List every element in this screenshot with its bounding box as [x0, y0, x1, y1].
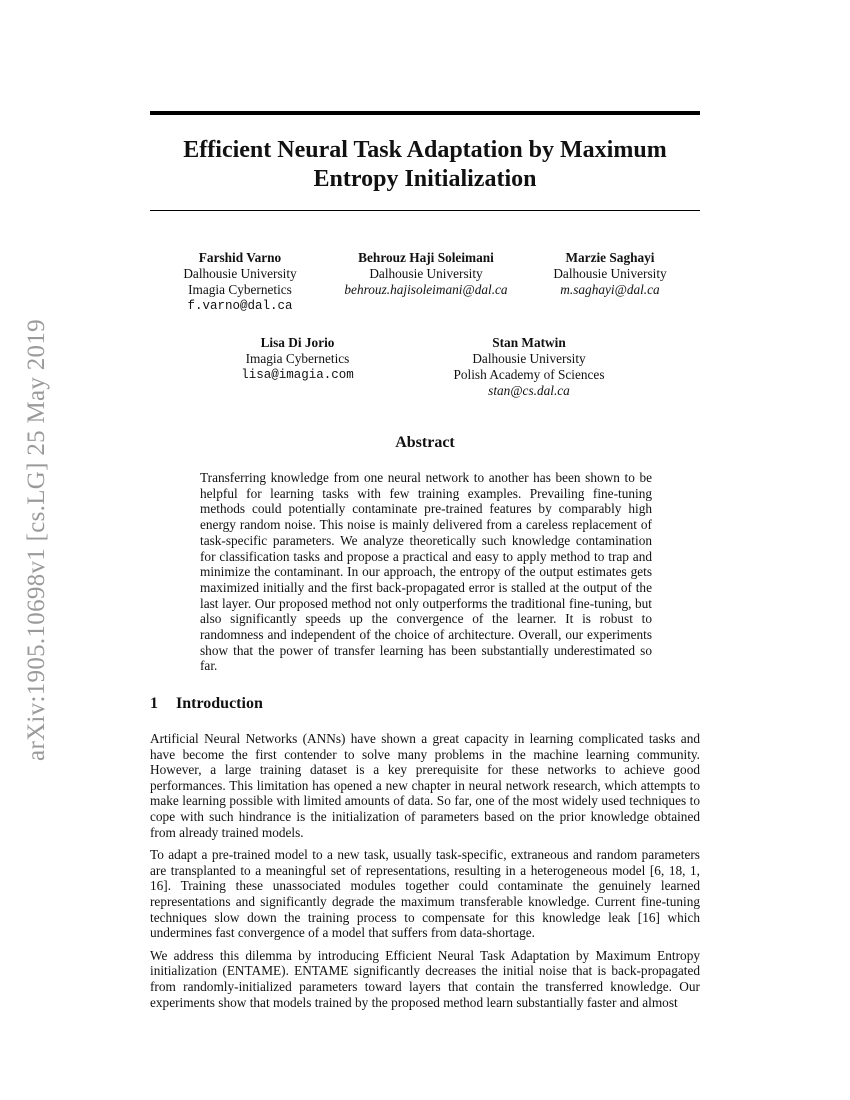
abstract-heading: Abstract — [395, 434, 455, 451]
abstract-text: Transferring knowledge from one neural network to another has been shown to be helpful for learning tasks with few training examples. Prevailing fine-tuning methods could potentially contaminate pre-trained features by comparably high energy random noise. This noise is mainly delivered from a careless replacement of task-specific parameters. We analyze theoretically such knowledge contamination for classification tasks and propose a practical and easy to apply method to trap and minimize the contaminant. In our approach, the entropy of the output estimates gets maximized initially and the first back-propagated error is stalled at the output of the last layer. Our proposed method not only outperforms the traditional fine-tuning, but also significantly speeds up the convergence of the learner. It is robust to randomness and independent of the choice of architecture. Overall, our experiments show that the power of transfer learning has been substantially underestimated so far. — [200, 470, 652, 674]
author-name: Lisa Di Jorio — [260, 335, 335, 350]
section-number: 1 — [150, 695, 158, 712]
paragraph: To adapt a pre-trained model to a new task, usually task-specific, extraneous and random parameters are transplanted to a meaningful set of representations, resulting in a heterogeneous model [6, 18, 1, 16]. Training these unassociated modules together could contaminate the genuinely learned representations and significantly degrade the maximum transferable knowledge. Current fine-tuning techniques slow down the training process to compensate for this knowledge leak [16] which undermines fast convergence of a model that suffers from data-shortage. — [150, 847, 700, 941]
author-email: m.saghayi@dal.ca — [560, 282, 660, 297]
section-heading — [150, 695, 263, 713]
author-affiliation: Imagia Cybernetics — [245, 351, 350, 366]
title-bottom-rule — [150, 210, 700, 211]
author-block-1 — [170, 250, 310, 314]
author-affiliation: Imagia Cybernetics — [188, 282, 292, 297]
author-affiliation: Dalhousie University — [472, 351, 586, 366]
author-name: Stan Matwin — [492, 335, 566, 350]
author-affiliation: Dalhousie University — [183, 266, 297, 281]
author-email: behrouz.hajisoleimani@dal.ca — [344, 282, 508, 297]
author-email: lisa@imagia.com — [241, 368, 354, 382]
paragraph: Artificial Neural Networks (ANNs) have shown a great capacity in learning complicated tasks and have become the first contender to solve many problems in the machine learning community. However, a large training dataset is a key prerequisite for these networks to achieve good performances. This limitation has opened a new chapter in neural network research, which attempts to make learning possible with limited amounts of data. So far, one of the most widely used techniques to cope with such hindrance is the initialization of parameters based on the prior knowledge obtained from already trained models. — [150, 731, 700, 840]
author-affiliation: Polish Academy of Sciences — [453, 367, 605, 382]
author-affiliation: Dalhousie University — [553, 266, 667, 281]
author-affiliation: Dalhousie University — [369, 266, 483, 281]
author-email: stan@cs.dal.ca — [488, 383, 570, 398]
author-block-4 — [230, 335, 365, 383]
author-block-2 — [330, 250, 522, 298]
author-name: Marzie Saghayi — [565, 250, 655, 265]
arxiv-identifier-text: arXiv:1905.10698v1 [cs.LG] 25 May 2019 — [23, 319, 50, 761]
author-name: Behrouz Haji Soleimani — [358, 250, 494, 265]
paragraph: We address this dilemma by introducing Efficient Neural Task Adaptation by Maximum Entropy initialization (ENTAME). ENTAME significantly decreases the initial noise that is back-propagated from randomly-initialized parameters toward layers that contain the transferred knowledge. Our experiments show that models trained by the proposed method learn substantially faster and almost — [150, 947, 700, 1010]
section-title: Introduction — [176, 695, 263, 712]
paper-title: Efficient Neural Task Adaptation by Maximum Entropy Initialization — [183, 137, 667, 192]
author-block-5 — [439, 335, 619, 399]
introduction-body — [150, 731, 700, 1017]
title-top-rule — [150, 111, 700, 115]
author-name: Farshid Varno — [198, 250, 282, 265]
author-block-3 — [540, 250, 680, 298]
author-email: f.varno@dal.ca — [187, 299, 293, 313]
arxiv-identifier-stamp — [0, 0, 70, 1100]
